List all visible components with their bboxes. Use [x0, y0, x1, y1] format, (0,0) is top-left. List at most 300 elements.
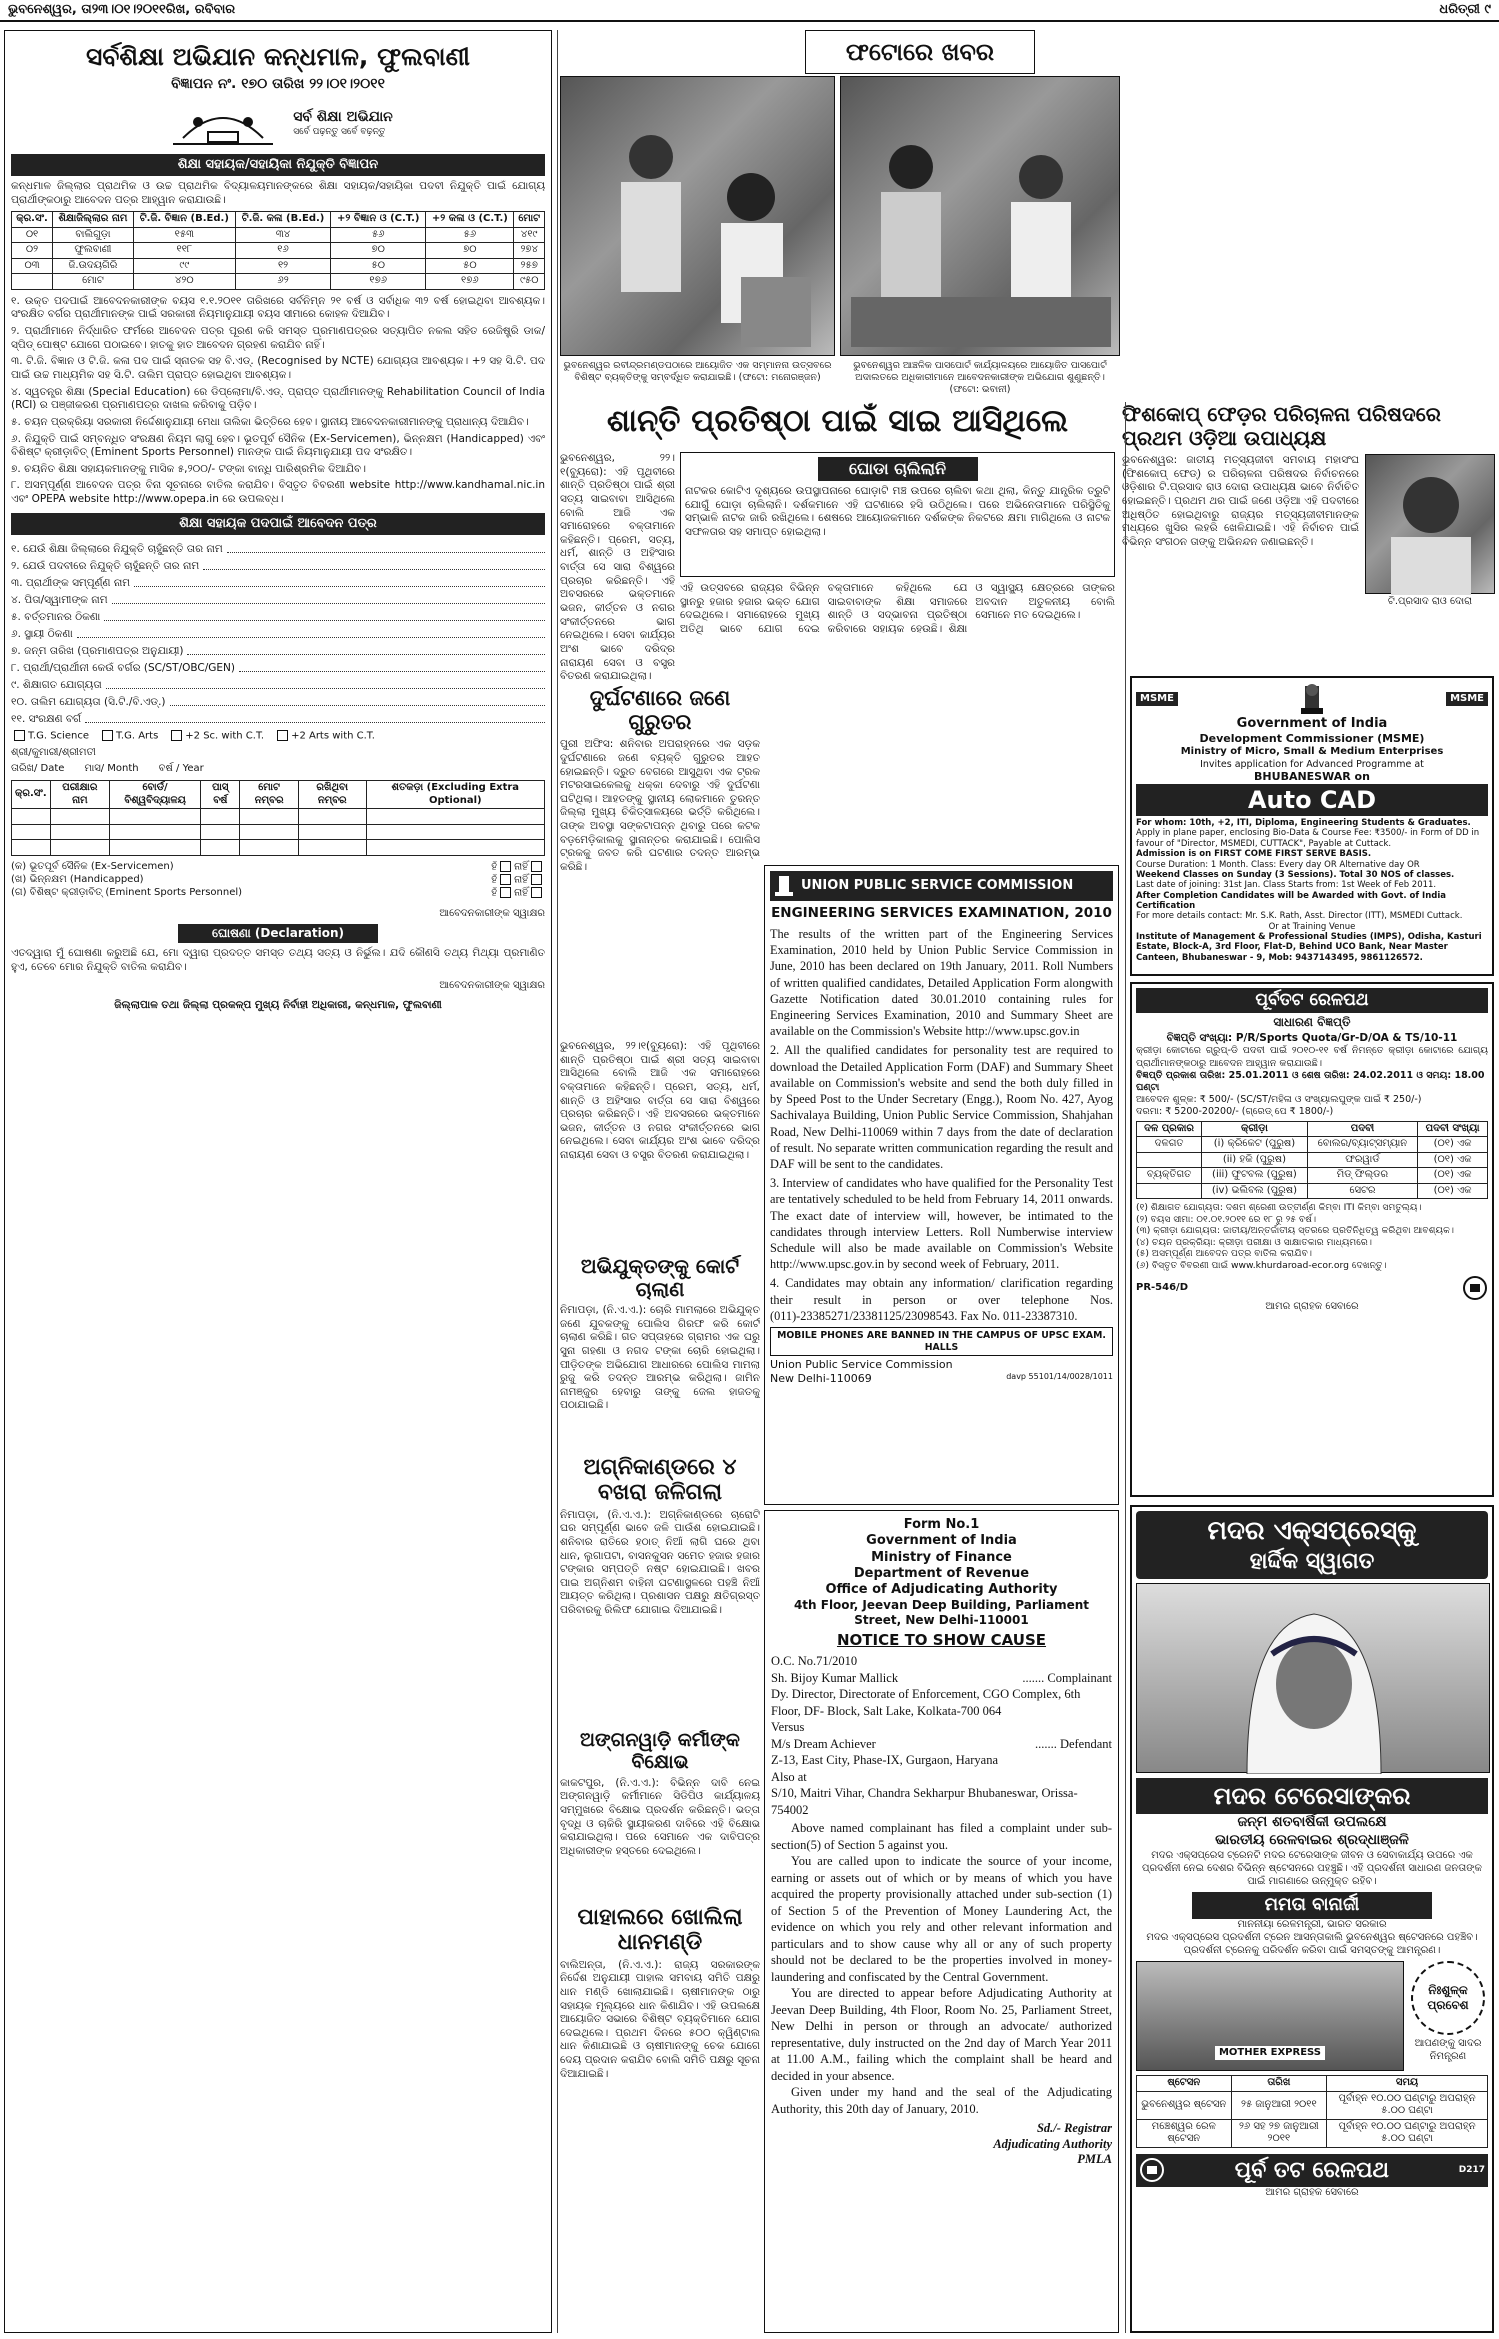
- anganwadi-article: [560, 1730, 760, 1900]
- notice-also-at: Also at: [771, 1769, 807, 1784]
- table-cell: ଦଳଗତ: [1137, 1137, 1202, 1153]
- ssa-paragraph: ୮. ଅସମ୍ପୂର୍ଣ୍ଣ ଆବେଦନ ପତ୍ର ବିନା ସୂଚନାରେ ବାତିଲ କରାଯିବ। ବିସ୍ତୃତ ବିବରଣୀ website http://www.kandhamal.nic.in ଏବଂ OPEPA website http://www.opepa.in ରେ ଉପଲବ୍ଧ।: [11, 479, 545, 506]
- fishcop-article: [1122, 402, 1495, 672]
- ssa-logo-icon: [163, 98, 283, 150]
- ecor-notice: [1130, 982, 1494, 1497]
- form-field-input[interactable]: [203, 556, 545, 570]
- form-field: [11, 692, 545, 709]
- ecor-condition: (୬) ବିସ୍ତୃତ ବିବରଣୀ ପାଇଁ www.khurdaroad-ecor.org ଦେଖନ୍ତୁ।: [1136, 1259, 1387, 1271]
- anganwadi-text: କାକଟପୁର, (ନି.ଏ.ଏ.): ବିଭିନ୍ନ ଦାବି ନେଇ ଅଙ୍ଗନୱାଡ଼ି କର୍ମୀମାନେ ସିଡିପିଓ କାର୍ଯ୍ୟାଳୟ ସମ୍ମୁଖରେ ବିକ୍ଷୋଭ ପ୍ରଦର୍ଶନ କରିଛନ୍ତି। ଭତ୍ତା ବୃଦ୍ଧି ଓ ଚାକିରି ସ୍ଥାୟୀକରଣ ଦାବିରେ ଏହି ବିକ୍ଷୋଭ କରାଯାଇଥିଲା। ପରେ ସେମାନେ ଏକ ଦାବିପତ୍ର ଅଧିକାରୀଙ୍କ ହସ୍ତରେ ଦେଇଥିଲେ।: [560, 1776, 760, 1857]
- checkbox-icon[interactable]: [102, 730, 113, 741]
- railway-logo-icon: [1462, 1275, 1488, 1301]
- table-header-cell: କ୍ର.ସଂ.: [12, 781, 51, 809]
- form-field-label: ୮. ପ୍ରାର୍ଥୀ/ପ୍ରାର୍ଥୀନୀ କେଉଁ ବର୍ଗର (SC/ST/OBC/GEN): [11, 661, 235, 674]
- checkbox-icon[interactable]: [14, 730, 25, 741]
- table-cell: ୫୦: [426, 258, 514, 274]
- dob-month: ମାସ/ Month: [84, 762, 139, 774]
- yes-label: ହଁ: [491, 874, 498, 885]
- msme-advertisement: [1130, 676, 1494, 976]
- no-label: ନାହିଁ: [514, 874, 528, 885]
- form-field-label: ୧୦. ତାଲିମ ଯୋଗ୍ୟତା (ସି.ଟି./ବି.ଏଡ୍.): [11, 695, 166, 708]
- form-field-label: ୭. ଜନ୍ମ ତାରିଖ (ପ୍ରମାଣପତ୍ର ଅନୁଯାୟୀ): [11, 644, 184, 657]
- table-row: [1137, 1152, 1488, 1168]
- notice-defendant: M/s Dream Achiever: [771, 1736, 876, 1751]
- table-cell: (୦୧) ଏକ: [1418, 1152, 1488, 1168]
- msme-course: Auto CAD: [1136, 784, 1488, 816]
- notice-complainant-role: ....... Complainant: [1022, 1670, 1112, 1685]
- ecor-condition: (୧) ଶିକ୍ଷାଗତ ଯୋଗ୍ୟତା: ଦଶମ ଶ୍ରେଣୀ ଉତ୍ତୀର୍ଣ୍ଣ କିମ୍ବା ITI କିମ୍ବା ସମତୁଲ୍ୟ।: [1136, 1202, 1422, 1214]
- notice-body4: Given under my hand and the seal of the Adjudicating Authority, this 20th day of January, 2010.: [771, 2085, 1112, 2116]
- msme-line2: Development Commissioner (MSME): [1199, 732, 1425, 746]
- form-field: [11, 607, 545, 624]
- ecor-pr: PR-546/D: [1136, 1281, 1189, 1293]
- table-cell: ୪୨୦: [133, 274, 235, 290]
- ssa-intro: କନ୍ଧମାଳ ଜିଲ୍ଲାର ପ୍ରାଥମିକ ଓ ଉଚ୍ଚ ପ୍ରାଥମିକ ବିଦ୍ୟାଳୟମାନଙ୍କରେ ଶିକ୍ଷା ସହାୟକ/ସହାୟିକା ପଦବୀ ନିଯୁକ୍ତି ପାଇଁ ଯୋଗ୍ୟ ପ୍ରାର୍ଥୀଙ୍କଠାରୁ ଆବେଦନ ପତ୍ର ଆହ୍ୱାନ କରାଯାଉଛି।: [11, 180, 545, 206]
- ecor-conditions: [1136, 1202, 1488, 1271]
- header-dateline: ଭୁବନେଶ୍ୱର, ତା୨୩।୦୧।୨୦୧୧ରିଖ, ରବିବାର: [8, 1, 236, 17]
- abhijukta-text: ନିମାପଡ଼ା, (ନି.ଏ.ଏ.): ଚୋରି ମାମଲାରେ ଅଭିଯୁକ୍ତ ଜଣେ ଯୁବକଙ୍କୁ ପୋଲିସ ଗିରଫ କରି କୋର୍ଟ ଚାଲାଣ କରିଛି। ଗତ ସପ୍ତାହରେ ଗ୍ରାମର ଏକ ଘରୁ ସୁନା ଗହଣା ଓ ନଗଦ ଟଙ୍କା ଚୋରି ହୋଇଥିଲା। ପୀଡ଼ିତଙ୍କ ଅଭିଯୋଗ ଆଧାରରେ ପୋଲିସ ମାମଲା ରୁଜୁ କରି ତଦନ୍ତ ଆରମ୍ଭ କରିଥିଲା। ଜାମିନ ନାମଞ୍ଜୁର ହେବାରୁ ତାଙ୍କୁ ଜେଲ ହାଜତକୁ ପଠାଯାଇଛି।: [560, 1304, 760, 1412]
- mother-inaug-sub: ମାନନୀୟା ରେଳମନ୍ତ୍ରୀ, ଭାରତ ସରକାର: [1237, 1918, 1387, 1930]
- form-field-label: ୯. ଶିକ୍ଷାଗତ ଯୋଗ୍ୟତା: [11, 678, 102, 691]
- post-option-tg-science: T.G. Science: [28, 730, 89, 742]
- table-header-cell: ପାସ୍ ବର୍ଷ: [201, 781, 240, 809]
- msme-contact: For more details contact: Mr. S.K. Rath, Asst. Director (ITT), MSMEDI Cuttack.: [1136, 911, 1463, 922]
- table-header-cell: ରଖିଥିବା ନମ୍ବର: [298, 781, 366, 809]
- reservation-options: [11, 861, 545, 900]
- form-field-label: ୩. ପ୍ରାର୍ଥୀଙ୍କ ସମ୍ପୂର୍ଣ୍ଣ ନାମ: [11, 576, 131, 589]
- ssa-paragraph: ୨. ପ୍ରାର୍ଥୀମାନେ ନିର୍ଦ୍ଧାରିତ ଫର୍ମରେ ଆବେଦନ ପତ୍ର ପୂରଣ କରି ସମସ୍ତ ପ୍ରମାଣପତ୍ରର ସତ୍ୟାପିତ ନକଲ ସହିତ ରେଜିଷ୍ଟ୍ରି ଡାକ/ସ୍ପିଡ୍ ପୋଷ୍ଟ ଯୋଗେ ପଠାଇବେ। ହାତକୁ ହାତ ଆବେଦନ ଗ୍ରହଣ କରାଯିବ ନାହିଁ।: [11, 325, 545, 351]
- notice-sign2: Adjudicating Authority: [993, 2136, 1112, 2151]
- table-cell: ୭୦: [331, 243, 426, 259]
- checkbox-icon[interactable]: [500, 874, 511, 885]
- checkbox-icon[interactable]: [171, 730, 182, 741]
- upsc-footer1: Union Public Service Commission: [770, 1358, 953, 1372]
- no-label: ନାହିଁ: [514, 861, 528, 872]
- column-divider: [1125, 402, 1126, 2333]
- ssa-logo-slogan: ସର୍ବେ ପଢ଼ନ୍ତୁ ସର୍ବେ ବଢ଼ନ୍ତୁ: [293, 126, 386, 137]
- emblem-icon: [773, 874, 795, 898]
- table-header-cell: ଶିକ୍ଷାଜିଲ୍ଲାର ନାମ: [53, 212, 134, 228]
- table-header-cell: କ୍ର.ସଂ.: [12, 212, 53, 228]
- table-cell: ବାଲିଗୁଡ଼ା: [53, 227, 134, 243]
- mother-title2: ହାର୍ଦ୍ଦିକ ସ୍ୱାଗତ: [1249, 1548, 1375, 1574]
- table-header-cell: ଦଳ ପ୍ରକାର: [1137, 1121, 1202, 1137]
- ecor-condition: (୨) ବୟସ ସୀମା: ୦୧.୦୧.୨୦୧୧ ରେ ୧୮ ରୁ ୨୫ ବର୍ଷ।: [1136, 1213, 1317, 1225]
- table-header-cell: ମୋଟ ନମ୍ବର: [240, 781, 298, 809]
- dob-fields: [11, 763, 545, 776]
- table-cell: ଭୁବନେଶ୍ୱର ଷ୍ଟେସନ: [1137, 2091, 1232, 2119]
- ssa-paragraph: ୪. ସ୍ୱତନ୍ତ୍ର ଶିକ୍ଷା (Special Education) ରେ ଡିପ୍ଲୋମା/ବି.ଏଡ୍. ପ୍ରାପ୍ତ ପ୍ରାର୍ଥୀମାନଙ୍କୁ Rehabilitation Council of India (RCI) ର ପଞ୍ଜୀକରଣ ପ୍ରମାଣପତ୍ର ଦାଖଲ କରିବାକୁ ପଡ଼ିବ।: [11, 385, 545, 412]
- agnikanda-article: [560, 1455, 760, 1725]
- upsc-title: UNION PUBLIC SERVICE COMMISSION: [801, 877, 1074, 893]
- notice-also-addr: S/10, Maitri Vihar, Chandra Sekharpur Bhubaneswar, Orissa-754002: [771, 1786, 1078, 1817]
- table-row: [1137, 1137, 1488, 1153]
- durghatana-text: ପୁରୀ ଅଫିସ: ଶନିବାର ଅପରାହ୍ନରେ ଏକ ସଡ଼କ ଦୁର୍ଘଟଣାରେ ଜଣେ ବ୍ୟକ୍ତି ଗୁରୁତର ଆହତ ହୋଇଛନ୍ତି। ଦ୍ରୁତ ବେଗରେ ଆସୁଥିବା ଏକ ଟ୍ରକ ମଟରସାଇକେଲକୁ ଧକ୍କା ଦେବାରୁ ଏହି ଦୁର୍ଘଟଣା ଘଟିଥିଲା। ଆହତଙ୍କୁ ସ୍ଥାନୀୟ ଲୋକମାନେ ତୁରନ୍ତ ଜିଲ୍ଲା ମୁଖ୍ୟ ଚିକିତ୍ସାଳୟରେ ଭର୍ତ୍ତି କରିଥିଲେ। ତାଙ୍କ ଅବସ୍ଥା ସଙ୍କଟାପନ୍ନ ଥିବାରୁ ପରେ କଟକ ବଡ଼ମେଡ଼ିକାଲକୁ ସ୍ଥାନାନ୍ତର କରାଯାଇଛି। ପୋଲିସ ଟ୍ରକକୁ ଜବତ କରି ଘଟଣାର ତଦନ୍ତ ଆରମ୍ଭ କରିଛି।: [560, 738, 760, 874]
- ecor-notice-no: ବିଜ୍ଞପ୍ତି ସଂଖ୍ୟା: P/R/Sports Quota/Gr-D/OA & TS/10-11: [1166, 1032, 1458, 1045]
- people-photo-icon: [841, 77, 1120, 356]
- free-entry-badge: [1411, 1961, 1485, 2035]
- table-cell: ଫରୱାର୍ଡ: [1307, 1152, 1417, 1168]
- reservation-sports: (ଗ) ବିଶିଷ୍ଟ କ୍ରୀଡ଼ାବିତ୍ (Eminent Sports Personnel): [11, 886, 243, 898]
- table-header-cell: ମୋଟ: [514, 212, 545, 228]
- mother-inaug-text: ମଦର ଏକ୍ସପ୍ରେସ ପ୍ରଦର୍ଶନୀ ଟ୍ରେନ ଆସନ୍ତାକାଲି ଭୁବନେଶ୍ୱର ଷ୍ଟେସନରେ ପହଞ୍ଚିବ। ପ୍ରଦର୍ଶନୀ ଟ୍ରେନକୁ ପରିଦର୍ଶନ କରିବା ପାଇଁ ସମସ୍ତଙ୍କୁ ଆମନ୍ତ୍ରଣ।: [1146, 1932, 1478, 1956]
- checkbox-icon[interactable]: [277, 730, 288, 741]
- applicant-signature-2: ଆବେଦନକାରୀଙ୍କ ସ୍ୱାକ୍ଷର: [439, 980, 545, 992]
- dhanamandi-text: ବାଲିଅନ୍ତା, (ନି.ଏ.ଏ.): ରାଜ୍ୟ ସରକାରଙ୍କ ନିର୍ଦ୍ଦେଶ ଅନୁଯାୟୀ ପାହାଲ ସମବାୟ ସମିତି ପକ୍ଷରୁ ଧାନ ମଣ୍ଡି ଖୋଲାଯାଇଛି। ଚାଷୀମାନଙ୍କ ଠାରୁ ସହାୟକ ମୂଲ୍ୟରେ ଧାନ କିଣାଯିବ। ଏହି ଉପଲକ୍ଷେ ଆୟୋଜିତ ସଭାରେ ବିଶିଷ୍ଟ ବ୍ୟକ୍ତିମାନେ ଯୋଗ ଦେଇଥିଲେ। ପ୍ରଥମ ଦିନରେ ୫୦୦ କ୍ୱିଣ୍ଟାଲ ଧାନ କିଣାଯାଇଛି ଓ ଚାଷୀମାନଙ୍କୁ ଚେକ ଯୋଗେ ଦେୟ ପ୍ରଦାନ କରାଯିବ ବୋଲି ସମିତି ପକ୍ଷରୁ ସୂଚନା ଦିଆଯାଇଛି।: [560, 1958, 760, 2080]
- post-options: [11, 730, 545, 743]
- show-cause-notice: [764, 1510, 1119, 2333]
- agnikanda-text: ନିମାପଡ଼ା, (ନି.ଏ.ଏ.): ଅଗ୍ନିକାଣ୍ଡରେ ଚାରୋଟି ଘର ସମ୍ପୂର୍ଣ୍ଣ ଭାବେ ଜଳି ପାଉଁଶ ହୋଇଯାଇଛି। ଶନିବାର ରାତିରେ ହଠାତ୍ ନିଆଁ ଲାଗି ଘରେ ଥିବା ଧାନ, ଲୁଗାପଟା, ବାସନକୁସନ ସମେତ ହଜାର ହଜାର ଟଙ୍କାର ସମ୍ପତ୍ତି ନଷ୍ଟ ହୋଇଯାଇଛି। ଖବର ପାଇ ଅଗ୍ନିଶମ ବାହିନୀ ଘଟଣାସ୍ଥଳରେ ପହଞ୍ଚି ନିଆଁ ଆୟତ୍ତ କରିଥିଲା। ପ୍ରଶାସନ ପକ୍ଷରୁ କ୍ଷତିଗ୍ରସ୍ତ ପରିବାରକୁ ରିଲିଫ ଯୋଗାଇ ଦିଆଯାଇଛି।: [560, 1508, 760, 1617]
- caption-left: ଭୁବନେଶ୍ୱର ରବୀନ୍ଦ୍ରମଣ୍ଡପଠାରେ ଆୟୋଜିତ ଏକ ସମ୍ମାନନା ଉତ୍ସବରେ ବିଶିଷ୍ଟ ବ୍ୟକ୍ତିଙ୍କୁ ସମ୍ବର୍ଦ୍ଧିତ କରାଯାଇଛି। (ଫଟୋ: ମନୋରଞ୍ଜନ): [563, 360, 832, 383]
- table-cell: ୫୬: [426, 227, 514, 243]
- notice-sign1: Sd./- Registrar: [1036, 2121, 1112, 2135]
- ssa-paragraph: ୫. ଚୟନ ପ୍ରକ୍ରିୟା ସରକାରୀ ନିର୍ଦ୍ଦେଶାନୁଯାୟୀ ମେଧା ତାଲିକା ଭିତ୍ତିରେ ହେବ। ସ୍ଥାନୀୟ ଆବେଦନକାରୀମାନଙ୍କୁ ପ୍ରାଧାନ୍ୟ ଦିଆଯିବ।: [11, 415, 529, 428]
- notice-defendant-addr: Z-13, East City, Phase-IX, Gurgaon, Haryana: [771, 1753, 999, 1767]
- table-header-cell: +୨ ବିଜ୍ଞାନ ଓ (C.T.): [331, 212, 426, 228]
- table-row: [12, 227, 545, 243]
- table-cell: ପୂର୍ବାହ୍ନ ୧୦.୦୦ ଘଣ୍ଟାରୁ ଅପରାହ୍ନ ୫.୦୦ ଘଣ୍ଟା: [1327, 2119, 1488, 2147]
- photo-news-title: ଫଟୋରେ ଖବର: [845, 38, 995, 66]
- msme-logo-right: MSME: [1446, 692, 1488, 707]
- table-header-cell: ଟି.ଜି. କଳା (B.Ed.): [235, 212, 330, 228]
- ecor-fee: ଆବେଦନ ଶୁଳ୍କ: ₹ 500/- (SC/ST/ମହିଳା ଓ ସଂଖ୍ୟାଲଘୁଙ୍କ ପାଇଁ ₹ 250/-): [1136, 1093, 1422, 1105]
- form-field: [11, 556, 545, 573]
- msme-admission: Admission is on FIRST COME FIRST SERVE BASIS.: [1136, 849, 1372, 860]
- train-label: MOTHER EXPRESS: [1215, 2046, 1325, 2061]
- table-header-cell: କ୍ରୀଡ଼ା: [1202, 1121, 1308, 1137]
- form-field-input[interactable]: [239, 658, 545, 672]
- form-field-label: ୨. ଯେଉଁ ପଦବୀରେ ନିଯୁକ୍ତି ଚାହୁଁଛନ୍ତି ତାର ନାମ: [11, 559, 200, 572]
- table-cell: ୭୦: [426, 243, 514, 259]
- post-option-plus2-sc: +2 Sc. with C.T.: [185, 730, 265, 742]
- dob-date: ତାରିଖ/ Date: [11, 762, 65, 774]
- form-field-input[interactable]: [187, 641, 545, 655]
- table-cell: ୫୦: [331, 258, 426, 274]
- dob-year: ବର୍ଷ / Year: [158, 762, 204, 774]
- ssa-notice-number: ବିଜ୍ଞାପନ ନଂ. ୧୭୦ ତାରିଖ ୨୨।୦୧।୨୦୧୧: [171, 76, 385, 93]
- declaration-text: ଏତଦ୍ୱାରା ମୁଁ ଘୋଷଣା କରୁଅଛି ଯେ, ମୋ ଦ୍ୱାରା ପ୍ରଦତ୍ତ ସମସ୍ତ ତଥ୍ୟ ସତ୍ୟ ଓ ନିର୍ଭୁଲ। ଯଦି କୌଣସି ତଥ୍ୟ ମିଥ୍ୟା ପ୍ରମାଣିତ ହୁଏ, ତେବେ ମୋର ନିଯୁକ୍ତି ବାତିଲ କରାଯିବ।: [11, 947, 545, 973]
- form-field-input[interactable]: [170, 692, 546, 706]
- ssa-vacancy-table: [11, 211, 545, 290]
- checkbox-icon[interactable]: [500, 887, 511, 898]
- notice-body3: You are directed to appear before Adjudicating Authority at Jeevan Deep Building, 4th Floor, Room No. 25, Parliament Street, New Delhi in person or through an advocate/ authorized representative, duly instructed on the 2nd day of March Year 2011 at 11.00 A.M., failing which the complaint shall be heard and decided in your absence.: [771, 1986, 1112, 2083]
- msme-line3: Ministry of Micro, Small & Medium Enterprises: [1180, 746, 1444, 757]
- msme-details: [1136, 818, 1488, 963]
- table-cell: ୧୫୩: [133, 227, 235, 243]
- notice-versus: Versus: [771, 1720, 805, 1734]
- durghatana-headline: ଦୁର୍ଘଟଣାରେ ଜଣେ ଗୁରୁତର: [589, 686, 731, 735]
- news-photo-ceremony: [560, 76, 835, 356]
- table-row: [1137, 1168, 1488, 1184]
- upsc-footer2: New Delhi-110069: [770, 1372, 872, 1386]
- portrait-icon: [1137, 1584, 1491, 1774]
- msme-logo-left: MSME: [1136, 692, 1178, 707]
- table-header-cell: ପଦବୀ ସଂଖ୍ୟା: [1418, 1121, 1488, 1137]
- table-cell: ୬୨: [235, 274, 330, 290]
- table-cell: ୨୬ ସହ ୨୭ ଜାନୁଆରୀ ୨୦୧୧: [1231, 2119, 1327, 2147]
- header-page-number: ଧରିତ୍ରୀ ୯: [1439, 1, 1491, 17]
- mother-teresa-photo: [1136, 1583, 1490, 1773]
- ssa-signer: ଜିଲ୍ଲାପାଳ ତଥା ଜିଲ୍ଲା ପ୍ରକଳ୍ପ ମୁଖ୍ୟ ନିର୍ବାହୀ ଅଧିକାରୀ, କନ୍ଧମାଳ, ଫୁଲବାଣୀ: [114, 998, 442, 1011]
- msme-venue-label: Or at Training Venue: [1268, 921, 1356, 932]
- table-cell: ୩୪: [235, 227, 330, 243]
- table-header-cell: ସମୟ: [1327, 2076, 1488, 2092]
- anganwadi-headline: ଅଙ୍ଗନୱାଡ଼ି କର୍ମୀଙ୍କ ବିକ୍ଷୋଭ: [580, 1730, 740, 1773]
- table-cell: ୦୨: [12, 243, 53, 259]
- table-row: [12, 243, 545, 259]
- table-cell: (ii) ହକି (ପୁରୁଷ): [1202, 1152, 1308, 1168]
- page-header: [0, 0, 1499, 22]
- notice-body1: Above named complainant has filed a complaint under sub-section(5) of Section 5 against you.: [771, 1821, 1112, 1852]
- ecor-sub: ସାଧାରଣ ବିଜ୍ଞପ୍ତି: [1273, 1015, 1351, 1030]
- mother-express-train: [1136, 1961, 1404, 2071]
- notice-ministry: Ministry of Finance: [871, 1549, 1012, 1565]
- table-row: [1137, 2091, 1488, 2119]
- yes-label: ହଁ: [491, 887, 498, 898]
- ssa-body-text: [11, 295, 545, 507]
- ecor-condition: (୪) ଚୟନ ପ୍ରକ୍ରିୟା: କ୍ରୀଡ଼ା ପରୀକ୍ଷା ଓ ସାକ୍ଷାତକାର ମାଧ୍ୟମରେ।: [1136, 1236, 1372, 1248]
- table-cell: (iii) ଫୁଟବଲ (ପୁରୁଷ): [1202, 1168, 1308, 1184]
- table-cell: ୧୨: [235, 258, 330, 274]
- ssa-paragraph: ୬. ନିଯୁକ୍ତି ପାଇଁ ସମ୍ବନ୍ଧିତ ସଂରକ୍ଷଣ ନିୟମ ଲାଗୁ ହେବ। ଭୂତପୂର୍ବ ସୈନିକ (Ex-Servicemen), ଭିନ୍ନକ୍ଷମ (Handicapped) ଏବଂ ବିଶିଷ୍ଟ କ୍ରୀଡ଼ାବିତ୍ (Eminent Sports Personnel) ମାନଙ୍କ ପାଇଁ ନିୟମାନୁଯାୟୀ ପଦ ସଂରକ୍ଷିତ।: [11, 432, 545, 459]
- table-cell: ଜି.ଉଦୟଗିରି: [53, 258, 134, 274]
- notice-sign3: PMLA: [1077, 2152, 1112, 2167]
- msme-venue: Institute of Management & Professional Studies (IMPS), Odisha, Kasturi Estate, Block-A, 3rd Floor, Flat-D, Behind UCO Bank, Near Master Canteen, Bhubaneswar - 9, Mob: 9437143495, 9861126572.: [1136, 932, 1482, 963]
- ssa-title: ସର୍ବଶିକ୍ଷା ଅଭିଯାନ କନ୍ଧମାଳ, ଫୁଲବାଣୀ: [86, 42, 470, 71]
- notice-form: Form No.1: [903, 1517, 980, 1532]
- notice-body2: You are called upon to indicate the source of your income, earning or assets out of which or by means of which you have acquired the property provisionally attached under sub-section (1) of Section 5 of the Prevention of Money Laundering Act, the evidence on which you rely and other relevant information and particulars and to show cause why all or any of such property should not be declared to be the properties involved in money-laundering and confiscated by the Central Government.: [771, 1854, 1112, 1984]
- yes-label: ହଁ: [491, 861, 498, 872]
- form-field-label: ୫. ବର୍ତ୍ତମାନର ଠିକଣା: [11, 610, 101, 623]
- ecor-condition: (୩) କ୍ରୀଡ଼ା ଯୋଗ୍ୟତା: ଜାତୀୟ/ଅନ୍ତର୍ଜାତୀୟ ସ୍ତରରେ ପ୍ରତିନିଧିତ୍ୱ କରିଥିବା ଆବଶ୍ୟକ।: [1136, 1225, 1455, 1237]
- table-cell: (୦୧) ଏକ: [1418, 1183, 1488, 1199]
- form-field: [11, 539, 545, 556]
- checkbox-icon[interactable]: [531, 887, 542, 898]
- table-cell: (i) କ୍ରିକେଟ (ପୁରୁଷ): [1202, 1137, 1308, 1153]
- table-cell: ସେଟର: [1307, 1183, 1417, 1199]
- upsc-para4: 4. Candidates may obtain any information/ clarification regarding their result in person or over telephone Nos. (011)-23385271/23381125/23098543. Fax No. 011-23387310.: [770, 1276, 1113, 1323]
- table-header-cell: ବୋର୍ଡ/ବିଶ୍ୱବିଦ୍ୟାଳୟ: [109, 781, 200, 809]
- news-photo-passport: [840, 76, 1120, 356]
- upsc-para1: The results of the written part of the Engineering Services Examination, 2010 held by Union Public Service Commission in June, 2010 has been declared on 19th January, 2011. Roll Numbers of written qualified candidates, Detailed Application Form alongwith Gazette Notification dated 30.01.2010 containing rules for Engineering Services Examination, 2010 and Summary Sheet are available on the Commission's Website http://www.upsc.gov.in: [770, 926, 1113, 1039]
- checkbox-icon[interactable]: [500, 861, 511, 872]
- msme-for-whom: For whom: 10th, +2, ITI, Diploma, Engineering Students & Graduates.: [1136, 818, 1471, 829]
- form-field-input[interactable]: [106, 675, 545, 689]
- ssa-advertisement: [4, 30, 552, 2333]
- table-cell: ୦୩: [12, 258, 53, 274]
- photo-news-section: [560, 30, 1120, 400]
- ecor-pay: ଦରମା: ₹ 5200-20200/- (ଗ୍ରେଡ୍ ପେ ₹ 1800/-): [1136, 1105, 1334, 1117]
- title-options: ଶ୍ରୀ/କୁମାରୀ/ଶ୍ରୀମତୀ: [11, 747, 96, 758]
- fishcop-photo-caption: ଟି.ପ୍ରସାଦ ରାଓ ଦୋରା: [1387, 596, 1473, 607]
- form-field-input[interactable]: [134, 573, 545, 587]
- ssa-subtitle: ଶିକ୍ଷା ସହାୟକ/ସହାୟିକା ନିଯୁକ୍ତି ବିଜ୍ଞାପନ: [11, 154, 545, 176]
- table-row: [1137, 2119, 1488, 2147]
- msme-duration: Course Duration: 1 Month. Class: Every day OR Alternative day OR: [1136, 859, 1420, 870]
- ecor-footer: ଆମର ଗ୍ରାହକ ସେବାରେ: [1265, 1301, 1359, 1313]
- photo-news-banner: [805, 30, 1035, 74]
- table-cell: ୧୬: [235, 243, 330, 259]
- form-field-label: ୬. ସ୍ଥାୟୀ ଠିକଣା: [11, 627, 73, 640]
- free-entry-text: ନିଃଶୁଳ୍କ ପ୍ରବେଶ: [1427, 1983, 1469, 2012]
- form-field-label: ୧. ଯେଉଁ ଶିକ୍ଷା ଜିଲ୍ଲାରେ ନିଯୁକ୍ତି ଚାହୁଁଛନ୍ତି ତାର ନାମ: [11, 542, 223, 555]
- upsc-para2: 2. All the qualified candidates for personality test are required to download the Detailed Application Form (DAF) and Summary Sheet available on Commission's website and send the both duly filled in by Speed Post to the Under Secretary (Engg.), Room No. 427, Ayog Sachivalaya Building, Union Public Service Commission, Shahjahan Road, New Delhi-110069 within 7 days from the date of declaration of result. No separate written communication regarding the result and DAF will be sent to the candidates.: [770, 1043, 1113, 1171]
- upsc-davp: davp 55101/14/0028/1011: [1006, 1372, 1113, 1382]
- form-field: [11, 675, 545, 692]
- notice-complainant: Sh. Bijoy Kumar Mallick: [771, 1670, 899, 1685]
- form-field: [11, 573, 545, 590]
- table-cell: (୦୧) ଏକ: [1418, 1137, 1488, 1153]
- mother-sub2: ଭାରତୀୟ ରେଳବାଇର ଶ୍ରଦ୍ଧାଞ୍ଜଳି: [1215, 1831, 1409, 1848]
- table-cell: ମଞ୍ଚେଶ୍ୱର ରେଳ ଷ୍ଟେସନ: [1137, 2119, 1232, 2147]
- ssa-paragraph: ୩. ଟି.ଜି. ବିଜ୍ଞାନ ଓ ଟି.ଜି. କଳା ପଦ ପାଇଁ ସ୍ନାତକ ସହ ବି.ଏଡ୍. (Recognised by NCTE) ଯୋଗ୍ୟତା ଆବଶ୍ୟକ। +୨ ସହ ସି.ଟି. ପଦ ପାଇଁ ଉଚ୍ଚ ମାଧ୍ୟମିକ ସହ ସି.ଟି. ତାଲିମ ପ୍ରାପ୍ତ ହୋଇଥିବା ଆବଶ୍ୟକ।: [11, 355, 545, 381]
- shanti-col1: ଭୁବନେଶ୍ୱର, ୨୨।୧(ବ୍ୟୁରୋ): ଏହି ପୃଥିବୀରେ ଶାନ୍ତି ପ୍ରତିଷ୍ଠା ପାଇଁ ଶ୍ରୀ ସତ୍ୟ ସାଇବାବା ଆସିଥିଲେ ବୋଲି ଆଜି ଏକ ସମାରୋହରେ ବକ୍ତାମାନେ କହିଛନ୍ତି। ପ୍ରେମ, ସତ୍ୟ, ଧର୍ମ, ଶାନ୍ତି ଓ ଅହିଂସାର ବାର୍ତ୍ତା ସେ ସାରା ବିଶ୍ୱରେ ପ୍ରଚାର କରିଛନ୍ତି। ଏହି ଅବସରରେ ଭକ୍ତମାନେ ଭଜନ, କୀର୍ତ୍ତନ ଓ ନଗର ସଂକୀର୍ତ୍ତନରେ ଭାଗ ନେଇଥିଲେ। ସେବା କାର୍ଯ୍ୟର ଅଂଶ ଭାବେ ଦରିଦ୍ର ନାରାୟଣ ସେବା ଓ ବସ୍ତ୍ର ବିତରଣ କରାଯାଇଥିଲା।: [560, 452, 675, 682]
- table-cell: ୧୭୬: [426, 274, 514, 290]
- form-field-input[interactable]: [77, 624, 545, 638]
- shanti-continued: ଭୁବନେଶ୍ୱର, ୨୨।୧(ବ୍ୟୁରୋ): ଏହି ପୃଥିବୀରେ ଶାନ୍ତି ପ୍ରତିଷ୍ଠା ପାଇଁ ଶ୍ରୀ ସତ୍ୟ ସାଇବାବା ଆସିଥିଲେ ବୋଲି ଆଜି ଏକ ସମାରୋହରେ ବକ୍ତାମାନେ କହିଛନ୍ତି। ପ୍ରେମ, ସତ୍ୟ, ଧର୍ମ, ଶାନ୍ତି ଓ ଅହିଂସାର ବାର୍ତ୍ତା ସେ ସାରା ବିଶ୍ୱରେ ପ୍ରଚାର କରିଛନ୍ତି। ଏହି ଅବସରରେ ଭକ୍ତମାନେ ଭଜନ, କୀର୍ତ୍ତନ ଓ ନଗର ସଂକୀର୍ତ୍ତନରେ ଭାଗ ନେଇଥିଲେ। ସେବା କାର୍ଯ୍ୟର ଅଂଶ ଭାବେ ଦରିଦ୍ର ନାରାୟଣ ସେବା ଓ ବସ୍ତ୍ର ବିତରଣ କରାଯାଇଥିଲା।: [560, 1040, 760, 1162]
- dhanamandi-headline: ପାହାଲରେ ଖୋଲିଲା ଧାନମଣ୍ଡି: [577, 1905, 743, 1956]
- msme-city: BHUBANESWAR on: [1254, 770, 1370, 784]
- table-cell: [1137, 1183, 1202, 1199]
- msme-line1: Government of India: [1236, 716, 1388, 731]
- form-field-label: ୧୧. ସଂରକ୍ଷଣ ବର୍ଗ: [11, 712, 82, 725]
- form-field-label: ୪. ପିତା/ସ୍ୱାମୀଙ୍କ ନାମ: [11, 593, 108, 606]
- no-label: ନାହିଁ: [514, 887, 528, 898]
- agnikanda-headline: ଅଗ୍ନିକାଣ୍ଡରେ ୪ ବଖରା ଜଳିଗଲା: [583, 1455, 737, 1506]
- post-option-plus2-arts: +2 Arts with C.T.: [291, 730, 375, 742]
- ssa-application-form: [11, 539, 545, 726]
- table-cell: ପୂର୍ବାହ୍ନ ୧୦.୦୦ ଘଣ୍ଟାରୁ ଅପରାହ୍ନ ୫.୦୦ ଘଣ୍ଟା: [1327, 2091, 1488, 2119]
- table-cell: ୨୭୪: [514, 243, 545, 259]
- ssa-logo-caption: ସର୍ବ ଶିକ୍ଷା ଅଭିଯାନ: [293, 109, 393, 126]
- notice-case: O.C. No.71/2010: [771, 1654, 858, 1668]
- reservation-exsvc: (କ) ଭୂତପୂର୍ବ ସୈନିକ (Ex-Servicemen): [11, 860, 174, 872]
- durghatana-article: [560, 686, 760, 1031]
- mother-title1: ମଦର ଏକ୍ସପ୍ରେସ୍‌କୁ: [1207, 1516, 1417, 1546]
- table-cell: (iv) ଭଲିବଲ (ପୁରୁଷ): [1202, 1183, 1308, 1199]
- mother-body: ମଦର ଏକ୍ସପ୍ରେସ ଟ୍ରେନଟି ମଦର ଟେରେସାଙ୍କ ଜୀବନ ଓ ସେବାକାର୍ଯ୍ୟ ଉପରେ ଏକ ପ୍ରଦର୍ଶନୀ ନେଇ ଦେଶର ବିଭିନ୍ନ ଷ୍ଟେସନରେ ପହଞ୍ଚୁଛି। ଏହି ପ୍ରଦର୍ଶନୀ ସାଧାରଣ ଜନତାଙ୍କ ପାଇଁ ମାଗଣାରେ ଉନ୍ମୁକ୍ତ ରହିବ।: [1142, 1850, 1482, 1887]
- form-field: [11, 658, 545, 675]
- ecor-dates: ବିଜ୍ଞପ୍ତି ପ୍ରକାଶ ତାରିଖ: 25.01.2011 ଓ ଶେଷ ତାରିଖ: 24.02.2011 ଓ ସମୟ: 18.00 ଘଣ୍ଟା: [1136, 1070, 1485, 1093]
- mother-code: D217: [1458, 2164, 1485, 2175]
- notice-gov: Government of India: [866, 1533, 1017, 1549]
- upsc-banned: MOBILE PHONES ARE BANNED IN THE CAMPUS OF UPSC EXAM. HALLS: [770, 1327, 1113, 1356]
- notice-office: Office of Adjudicating Authority: [825, 1582, 1058, 1597]
- fishcop-person-photo: [1365, 454, 1495, 594]
- form-field-input[interactable]: [104, 607, 545, 621]
- mother-inaug-title: ମମତା ବାନାର୍ଜୀ: [1192, 1892, 1432, 1919]
- table-cell: ୯୫୦: [514, 274, 545, 290]
- table-cell: [12, 274, 53, 290]
- ghoda-box: [680, 452, 1115, 577]
- msme-cert: After Completion Candidates will be Awarded with Govt. of India Certification: [1136, 890, 1446, 911]
- ghoda-title: ଘୋଡା ଚାଲିଲାନି: [818, 457, 978, 481]
- column-divider: [557, 30, 558, 2333]
- fishcop-headline: ଫିଶକୋପ୍ ଫେଡ଼ର ପରିଚାଳନା ପରିଷଦରେ ପ୍ରଥମ ଓଡ଼ିଆ ଉପାଧ୍ୟକ୍ଷ: [1122, 402, 1441, 450]
- form-field: [11, 709, 545, 726]
- ssa-paragraph: ୧. ଉକ୍ତ ପଦପାଇଁ ଆବେଦନକାରୀଙ୍କ ବୟସ ୧.୧.୨୦୧୧ ତାରିଖରେ ସର୍ବନିମ୍ନ ୨୧ ବର୍ଷ ଓ ସର୍ବାଧିକ ୩୨ ବର୍ଷ ହୋଇଥିବା ଆବଶ୍ୟକ। ସଂରକ୍ଷିତ ବର୍ଗର ପ୍ରାର୍ଥୀମାନଙ୍କ ପାଇଁ ସରକାରୀ ନିୟମାନୁଯାୟୀ ବୟସ ସୀମାରେ କୋହଳ ଦିଆଯିବ।: [11, 294, 545, 321]
- upsc-para3: 3. Interview of candidates who have qualified for the Personality Test are tentatively scheduled to be held from February 14, 2011 onwards. The exact date of interview will, however, be intimated to the candidates through interview Letters. Roll Numberwise interview Schedule will also be made available on Commission's Website http://www.upsc.gov.in by second week of February, 2011.: [770, 1176, 1113, 1272]
- table-header-cell: +୨ କଳା ଓ (C.T.): [426, 212, 514, 228]
- notice-title: NOTICE TO SHOW CAUSE: [836, 1631, 1047, 1650]
- table-header-cell: ଟି.ଜି. ବିଜ୍ଞାନ (B.Ed.): [133, 212, 235, 228]
- mother-welcome: ଆପଣଙ୍କୁ ସାଦର ନିମନ୍ତ୍ରଣ: [1414, 2038, 1482, 2062]
- table-cell: ୯୯: [133, 258, 235, 274]
- table-cell: (୦୧) ଏକ: [1418, 1168, 1488, 1184]
- checkbox-icon[interactable]: [531, 874, 542, 885]
- table-row: [12, 274, 545, 290]
- notice-defendant-role: ....... Defendant: [1034, 1736, 1112, 1751]
- notice-dept: Department of Revenue: [853, 1565, 1030, 1581]
- form-field: [11, 624, 545, 641]
- form-field: [11, 590, 545, 607]
- notice-complainant-addr: Dy. Director, Directorate of Enforcement, CGO Complex, 6th Floor, DF- Block, Salt Lake, Kolkata-700 064: [771, 1687, 1081, 1718]
- notice-address: 4th Floor, Jeevan Deep Building, Parliament Street, New Delhi-110001: [793, 1598, 1090, 1628]
- form-field-input[interactable]: [85, 709, 545, 723]
- mother-footer: ପୂର୍ବ ତଟ ରେଳପଥ: [1234, 2157, 1389, 2183]
- table-cell: ୪୧୯: [514, 227, 545, 243]
- table-header-cell: ଶତକଡ଼ା (Excluding Extra Optional): [366, 781, 544, 809]
- table-header-cell: ଷ୍ଟେସନ: [1137, 2076, 1232, 2092]
- table-cell: ୫୬: [331, 227, 426, 243]
- upsc-notice: [764, 865, 1119, 1505]
- msme-apply: Apply in plane paper, enclosing Bio-Data & Course Fee: ₹3500/- in Form of DD in favour of "Director, MSMEDI, CUTTACK", Payable at Cuttack.: [1136, 828, 1480, 849]
- table-row: [1137, 1183, 1488, 1199]
- table-cell: ମିଡ୍ ଫିଲ୍ଡର: [1307, 1168, 1417, 1184]
- table-cell: ୨୫ ଜାନୁଆରୀ ୨୦୧୧: [1231, 2091, 1327, 2119]
- table-row: [12, 258, 545, 274]
- mother-footer-sub: ଆମର ଗ୍ରାହକ ସେବାରେ: [1265, 2187, 1359, 2198]
- form-field-input[interactable]: [227, 539, 545, 553]
- table-cell: ବ୍ୟକ୍ତିଗତ: [1137, 1168, 1202, 1184]
- abhijukta-article: [560, 1255, 760, 1450]
- mother-banner: ମଦର ଟେରେସାଙ୍କର: [1136, 1778, 1488, 1814]
- dhanamandi-article: [560, 1905, 760, 2333]
- table-cell: ବୋଲର/ବ୍ୟାଟ୍ସମ୍ୟାନ: [1307, 1137, 1417, 1153]
- form-field: [11, 641, 545, 658]
- abhijukta-headline: ଅଭିଯୁକ୍ତଙ୍କୁ କୋର୍ଟ ଚାଲାଣ: [580, 1255, 740, 1301]
- table-cell: ମୋଟ: [53, 274, 134, 290]
- ssa-form-title: ଶିକ୍ଷା ସହାୟକ ପଦପାଇଁ ଆବେଦନ ପତ୍ର: [11, 513, 545, 535]
- table-cell: [1137, 1152, 1202, 1168]
- ssa-paragraph: ୭. ଚୟନିତ ଶିକ୍ଷା ସହାୟକମାନଙ୍କୁ ମାସିକ ୫,୨୦୦/- ଟଙ୍କା ବାନ୍ଧି ପାରିଶ୍ରମିକ ଦିଆଯିବ।: [11, 462, 366, 475]
- table-cell: ୦୧: [12, 227, 53, 243]
- qualification-table: [11, 780, 545, 856]
- ecor-title: ପୂର୍ବତଟ ରେଳପଥ: [1136, 988, 1488, 1013]
- mother-express-ad: [1130, 1505, 1494, 2333]
- ecor-condition: (୫) ଅସମ୍ପୂର୍ଣ୍ଣ ଆବେଦନ ପତ୍ର ବାତିଲ କରାଯିବ।: [1136, 1248, 1313, 1260]
- post-option-tg-arts: T.G. Arts: [115, 730, 159, 742]
- upsc-subtitle: ENGINEERING SERVICES EXAMINATION, 2010: [771, 905, 1112, 921]
- people-photo-icon: [561, 77, 835, 356]
- shanti-headline: ଶାନ୍ତି ପ୍ରତିଷ୍ଠା ପାଇଁ ସାଇ ଆସିଥିଲେ: [606, 403, 1069, 439]
- shanti-col2: ଏହି ଉତ୍ସବରେ ରାଜ୍ୟର ବିଭିନ୍ନ ସ୍ଥାନରୁ ହଜାର ହଜାର ଭକ୍ତ ଯୋଗ ଦେଇଥିଲେ। ସମାରୋହରେ ମୁଖ୍ୟ ଅତିଥି ଭାବେ ଯୋଗ ଦେଇ ବକ୍ତାମାନେ କହିଥିଲେ ଯେ ସାଇବାବାଙ୍କ ଶିକ୍ଷା ସମାଜରେ ଶାନ୍ତି ଓ ସଦ୍ଭାବନା ପ୍ରତିଷ୍ଠା କରିବାରେ ସହାୟକ ହେଉଛି। ଶିକ୍ଷା ଓ ସ୍ୱାସ୍ଥ୍ୟ କ୍ଷେତ୍ରରେ ତାଙ୍କର ଅବଦାନ ଅତୁଳନୀୟ ବୋଲି ସେମାନେ ମତ ଦେଇଥିଲେ।: [680, 582, 1115, 635]
- mother-schedule-table: [1136, 2075, 1488, 2148]
- msme-line4: Invites application for Advanced Programme at: [1200, 758, 1424, 770]
- checkbox-icon[interactable]: [531, 861, 542, 872]
- applicant-signature: ଆବେଦନକାରୀଙ୍କ ସ୍ୱାକ୍ଷର: [439, 907, 545, 919]
- table-cell: ୨୫୭: [514, 258, 545, 274]
- table-cell: ୧୭୬: [331, 274, 426, 290]
- table-cell: ଫୁଲବାଣୀ: [53, 243, 134, 259]
- emblem-icon: [1297, 682, 1327, 716]
- form-field-input[interactable]: [112, 590, 545, 604]
- mother-sub1: ଜନ୍ମ ଶତବାର୍ଷିକୀ ଉପଲକ୍ଷେ: [1237, 1814, 1387, 1830]
- table-header-cell: ପରୀକ୍ଷାର ନାମ: [50, 781, 109, 809]
- declaration-title: ଘୋଷଣା (Declaration): [178, 924, 378, 943]
- table-header-cell: ପଦବୀ: [1307, 1121, 1417, 1137]
- msme-weekend: Weekend Classes on Sunday (3 Sessions). Total 30 NOS of classes.: [1136, 869, 1455, 880]
